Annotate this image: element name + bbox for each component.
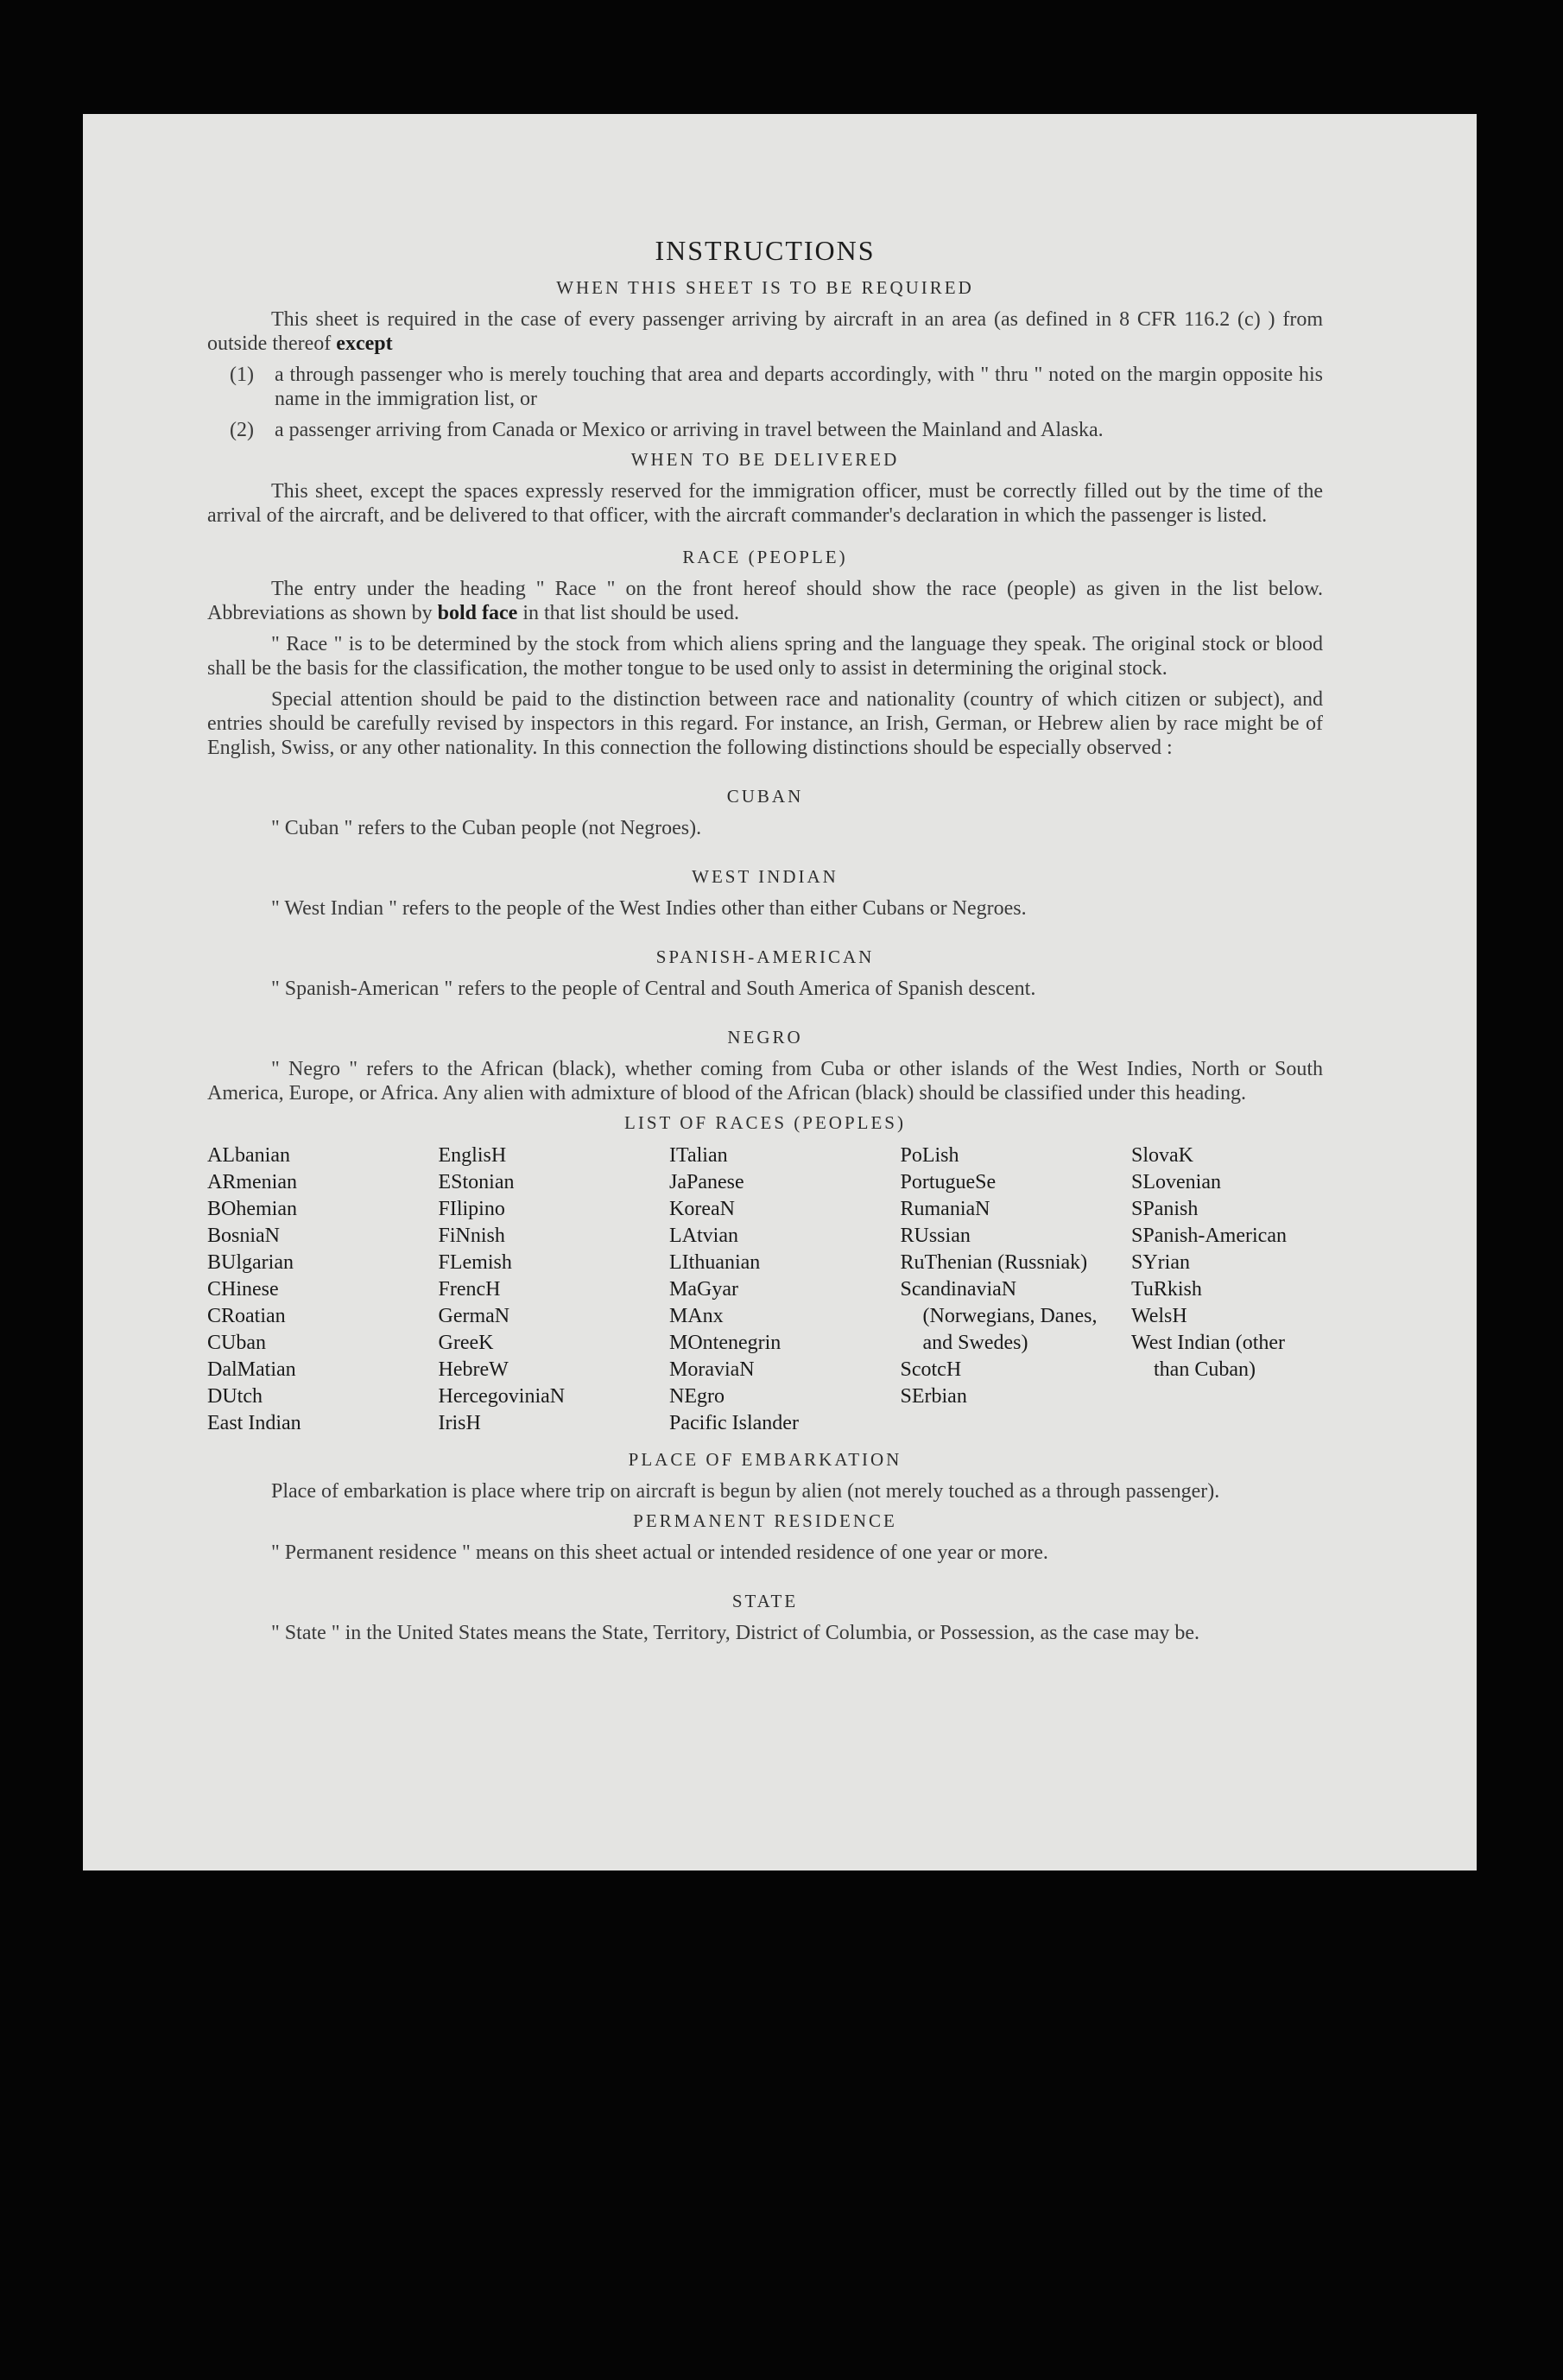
- race-item: BosniaN: [207, 1225, 280, 1247]
- race-item: ScotcH: [900, 1358, 962, 1381]
- race-item: LAtvian: [669, 1225, 738, 1247]
- race-item: East Indian: [207, 1412, 301, 1434]
- race-item: CUban: [207, 1332, 266, 1354]
- required-intro-bold: except: [336, 332, 393, 355]
- item-text: a passenger arriving from Canada or Mexico or arriving in travel between the Mainland and Alaska.: [275, 419, 1104, 441]
- race-item: ARmenian: [207, 1171, 297, 1193]
- race-item: TuRkish: [1131, 1278, 1202, 1301]
- heading-negro: NEGRO: [727, 1027, 803, 1048]
- race-item: KoreaN: [669, 1198, 735, 1220]
- heading-when-required: WHEN THIS SHEET IS TO BE REQUIRED: [556, 277, 974, 298]
- numbered-item: [207, 363, 1323, 411]
- races-column: [901, 1143, 1123, 1437]
- race-item: ITalian: [669, 1144, 728, 1167]
- races-list: [207, 1143, 1323, 1437]
- races-column: [207, 1143, 430, 1437]
- heading-state: STATE: [731, 1591, 799, 1611]
- document-page: [83, 114, 1477, 1870]
- race-item: FiNnish: [438, 1225, 505, 1247]
- race-item: IrisH: [438, 1412, 481, 1434]
- paragraph-delivered: This sheet, except the spaces expressly reserved for the immigration officer, must be correctly filled out by the time of the arrival of the aircraft, and be delivered to that officer, with the aircraft commander's declaration in which the passenger is listed.: [207, 480, 1323, 527]
- paragraph-negro: " Negro " refers to the African (black), whether coming from Cuba or other islands of the West Indies, North or South America, Europe, or Africa. Any alien with admixture of blood of the African (black) should be classified under this heading.: [207, 1058, 1323, 1105]
- heading-spanish-american: SPANISH-AMERICAN: [655, 946, 875, 967]
- race-item: MOntenegrin: [669, 1332, 782, 1354]
- race-item: SLovenian: [1131, 1171, 1221, 1193]
- race-item: LIthuanian: [669, 1251, 761, 1274]
- race-item: SErbian: [900, 1385, 967, 1408]
- heading-west-indian: WEST INDIAN: [692, 866, 838, 887]
- heading-cuban: CUBAN: [726, 786, 804, 807]
- heading-place-of-embarkation: PLACE OF EMBARKATION: [628, 1449, 902, 1470]
- race-item: WelsH: [1131, 1305, 1187, 1327]
- race-item: EnglisH: [438, 1144, 507, 1167]
- paragraph-spanish-american: " Spanish-American " refers to the people of Central and South America of Spanish descent.: [271, 978, 1036, 1000]
- numbered-item: [207, 418, 1323, 442]
- paragraph-residence: " Permanent residence " means on this sheet actual or intended residence of one year or more.: [271, 1541, 1048, 1564]
- heading-race: RACE (PEOPLE): [682, 547, 848, 567]
- race-item: RumaniaN: [900, 1198, 990, 1220]
- race-item: MaGyar: [669, 1278, 738, 1301]
- race-item: DalMatian: [207, 1358, 296, 1381]
- heading-when-delivered: WHEN TO BE DELIVERED: [630, 449, 900, 470]
- race-item: SYrian: [1131, 1251, 1190, 1274]
- required-intro-text: This sheet is required in the case of every passenger arriving by aircraft in an area (as defined in 8 CFR 116.2 (c) ) from outside thereof: [207, 308, 1323, 355]
- race-p1-before: The entry under the heading " Race " on the front hereof should show the race (people) as given in the list below. Abbreviations as shown by: [207, 578, 1323, 624]
- paragraph-cuban: " Cuban " refers to the Cuban people (not Negroes).: [271, 817, 702, 839]
- race-item: PoLish: [900, 1144, 959, 1167]
- race-item: FIlipino: [438, 1198, 505, 1220]
- paragraph-race-2: " Race " is to be determined by the stock from which aliens spring and the language they speak. The original stock or blood shall be the basis for the classification, the mother tongue to be used only to assist in determining the original stock.: [207, 633, 1323, 680]
- item-number: (1): [230, 364, 254, 386]
- race-item: West Indian (other than Cuban): [1131, 1332, 1286, 1381]
- race-item: NEgro: [669, 1385, 725, 1408]
- race-item: CHinese: [207, 1278, 279, 1301]
- heading-permanent-residence: PERMANENT RESIDENCE: [633, 1510, 897, 1531]
- race-item: HebreW: [438, 1358, 509, 1381]
- races-column: [439, 1143, 661, 1437]
- race-item: FrencH: [438, 1278, 501, 1301]
- race-item: CRoatian: [207, 1305, 286, 1327]
- paragraph-required-intro: [207, 307, 1323, 356]
- race-item: GermaN: [438, 1305, 510, 1327]
- race-item: SPanish: [1131, 1198, 1199, 1220]
- race-item: JaPanese: [669, 1171, 744, 1193]
- heading-list-of-races: LIST OF RACES (PEOPLES): [624, 1112, 906, 1133]
- paragraph-state: " State " in the United States means the State, Territory, District of Columbia, or Possession, as the case may be.: [271, 1622, 1200, 1644]
- paragraph-race-1: [207, 577, 1323, 625]
- race-item: SlovaK: [1131, 1144, 1193, 1167]
- item-text: a through passenger who is merely touching that area and departs accordingly, with " thru " noted on the margin opposite his name in the immigration list, or: [275, 364, 1323, 410]
- races-column: [669, 1143, 892, 1437]
- document-content: [207, 235, 1323, 1652]
- paragraph-race-3: Special attention should be paid to the distinction between race and nationality (country of which citizen or subject), and entries should be carefully revised by inspectors in this regard. For instance, an Irish, German, or Hebrew alien by race might be of English, Swiss, or any other nationality. In this connection the following distinctions should be especially observed :: [207, 688, 1323, 759]
- race-item: HercegoviniaN: [438, 1385, 566, 1408]
- race-item: DUtch: [207, 1385, 263, 1408]
- race-item: MoraviaN: [669, 1358, 755, 1381]
- race-p1-after: in that list should be used.: [522, 602, 739, 624]
- race-item: RUssian: [900, 1225, 971, 1247]
- race-item: SPanish-American: [1131, 1225, 1287, 1247]
- race-item: RuThenian (Russniak): [900, 1251, 1088, 1274]
- race-item: ALbanian: [207, 1144, 290, 1167]
- race-item: MAnx: [669, 1305, 724, 1327]
- item-number: (2): [230, 419, 254, 441]
- race-item: FLemish: [438, 1251, 512, 1274]
- race-item: BUlgarian: [207, 1251, 294, 1274]
- race-item: BOhemian: [207, 1198, 297, 1220]
- race-item: EStonian: [438, 1171, 515, 1193]
- document-title: INSTRUCTIONS: [655, 235, 876, 266]
- race-p1-bold: bold face: [437, 602, 518, 624]
- paragraph-west-indian: " West Indian " refers to the people of the West Indies other than either Cubans or Negroes.: [271, 897, 1027, 920]
- race-item: PortugueSe: [900, 1171, 997, 1193]
- races-column: [1131, 1143, 1323, 1437]
- race-item: Pacific Islander: [669, 1412, 799, 1434]
- race-item: ScandinaviaN (Norwegians, Danes, and Swedes): [900, 1278, 1098, 1354]
- race-item: GreeK: [438, 1332, 494, 1354]
- paragraph-embarkation: Place of embarkation is place where trip on aircraft is begun by alien (not merely touched as a through passenger).: [271, 1480, 1220, 1503]
